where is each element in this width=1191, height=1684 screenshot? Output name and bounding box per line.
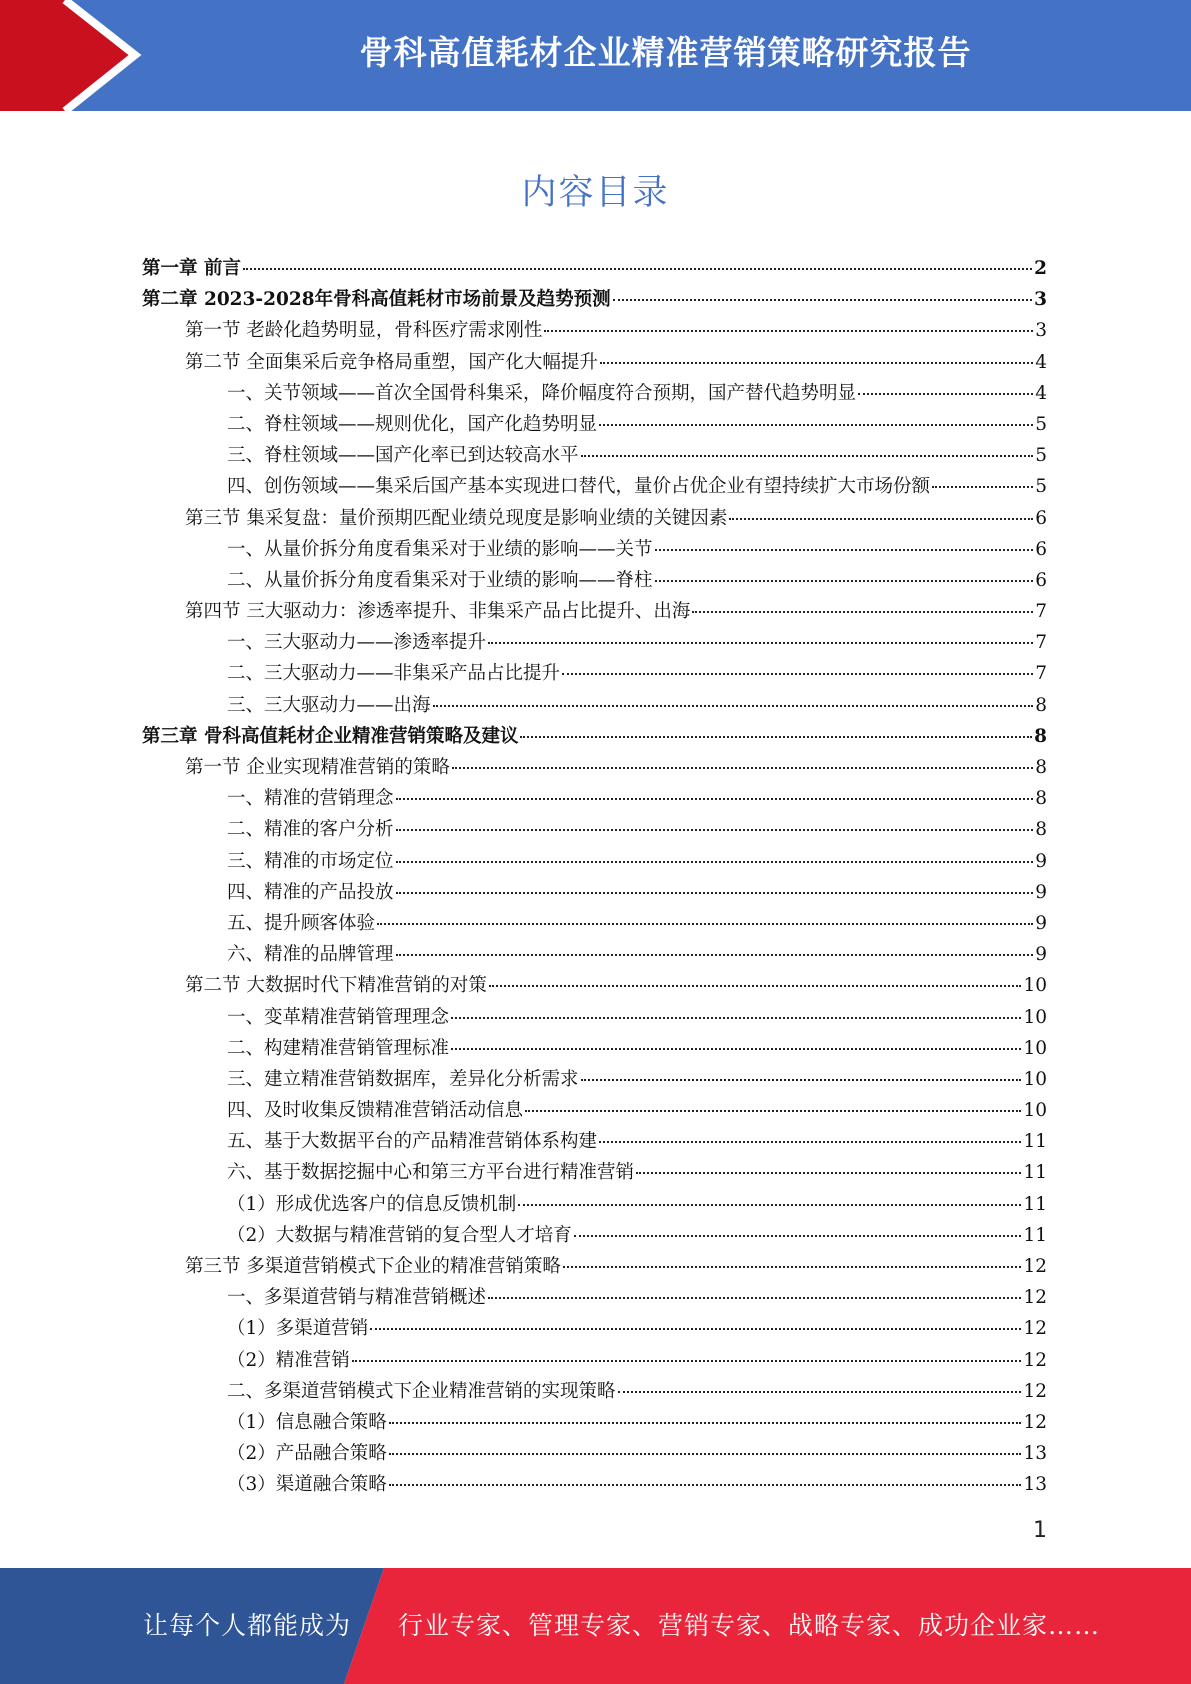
toc-entry[interactable] <box>142 348 1047 379</box>
toc-dot-leader <box>858 393 1033 395</box>
toc-entry-page: 10 <box>1023 975 1047 997</box>
toc-entry[interactable] <box>142 472 1047 503</box>
toc-entry-page: 11 <box>1023 1224 1047 1246</box>
toc-entry[interactable] <box>142 410 1047 441</box>
toc-entry[interactable] <box>142 379 1047 410</box>
toc-entry[interactable] <box>142 722 1047 753</box>
toc-entry[interactable] <box>142 1065 1047 1096</box>
header-arrow-decoration <box>0 0 160 111</box>
toc-entry-title: 一、变革精准营销管理理念 <box>227 1006 450 1028</box>
toc-dot-leader <box>370 1328 1021 1330</box>
toc-entry-page: 6 <box>1035 507 1047 529</box>
toc-entry-page: 12 <box>1023 1349 1047 1371</box>
toc-dot-leader <box>655 580 1034 582</box>
toc-entry-title: 第二章 2023-2028年骨科高值耗材市场前景及趋势预测 <box>142 289 611 311</box>
toc-dot-leader <box>613 299 1033 301</box>
toc-dot-leader <box>562 673 1033 675</box>
toc-entry-page: 5 <box>1035 476 1047 498</box>
toc-dot-leader <box>396 954 1034 956</box>
toc-entry-title: 第四节 三大驱动力：渗透率提升、非集采产品占比提升、出海 <box>185 601 691 623</box>
toc-entry-page: 5 <box>1035 413 1047 435</box>
toc-entry-title: 一、三大驱动力——渗透率提升 <box>227 632 487 654</box>
toc-entry-title: 五、提升顾客体验 <box>227 912 376 934</box>
toc-entry[interactable] <box>142 784 1047 815</box>
toc-dot-leader <box>599 1141 1021 1143</box>
toc-dot-leader <box>488 1297 1021 1299</box>
toc-entry-title: 六、基于数据挖掘中心和第三方平台进行精准营销 <box>227 1162 635 1184</box>
toc-dot-leader <box>692 611 1033 613</box>
toc-entry-page: 10 <box>1023 1068 1047 1090</box>
toc-entry[interactable] <box>142 628 1047 659</box>
toc-entry[interactable] <box>142 878 1047 909</box>
toc-entry-page: 12 <box>1023 1287 1047 1309</box>
toc-entry[interactable] <box>142 504 1047 535</box>
toc-entry-title: 一、从量价拆分角度看集采对于业绩的影响——关节 <box>227 538 653 560</box>
toc-entry[interactable] <box>142 1346 1047 1377</box>
toc-dot-leader <box>377 923 1033 925</box>
toc-dot-leader <box>520 736 1032 738</box>
toc-entry[interactable] <box>142 1408 1047 1439</box>
toc-entry-title: 第二节 大数据时代下精准营销的对策 <box>185 975 487 997</box>
toc-entry[interactable] <box>142 566 1047 597</box>
toc-entry-title: （2）产品融合策略 <box>227 1443 387 1465</box>
toc-entry-title: 二、构建精准营销管理标准 <box>227 1037 450 1059</box>
toc-dot-leader <box>618 1391 1022 1393</box>
toc-entry-title: 第一章 前言 <box>142 258 241 279</box>
toc-dot-leader <box>389 1453 1022 1455</box>
toc-entry-title: （2）精准营销 <box>227 1349 350 1371</box>
toc-entry[interactable] <box>142 316 1047 347</box>
toc-entry-page: 8 <box>1035 757 1047 778</box>
footer-band <box>0 1568 1191 1684</box>
toc-entry[interactable] <box>142 1221 1047 1252</box>
toc-entry-page: 9 <box>1035 850 1047 872</box>
toc-entry-page: 12 <box>1023 1380 1047 1402</box>
toc-dot-leader <box>574 1235 1022 1237</box>
toc-entry-page: 7 <box>1035 601 1047 623</box>
toc-entry-page: 2 <box>1034 258 1047 279</box>
toc-entry-title: （1）信息融合策略 <box>227 1411 387 1433</box>
toc-entry-page: 8 <box>1035 788 1047 810</box>
toc-entry[interactable] <box>142 597 1047 628</box>
toc-entry-page: 12 <box>1023 1256 1047 1277</box>
toc-entry[interactable] <box>142 1190 1047 1221</box>
toc-dot-leader <box>488 642 1033 644</box>
toc-entry-page: 8 <box>1034 725 1047 747</box>
toc-entry-title: 一、多渠道营销与精准营销概述 <box>227 1287 487 1309</box>
toc-entry[interactable] <box>142 1158 1047 1189</box>
toc-entry-title: 五、基于大数据平台的产品精准营销体系构建 <box>227 1131 598 1153</box>
toc-entry-title: 四、及时收集反馈精准营销活动信息 <box>227 1100 524 1122</box>
toc-entry-page: 4 <box>1035 351 1047 373</box>
toc-dot-leader <box>451 1048 1021 1050</box>
toc-entry-page: 9 <box>1035 944 1047 966</box>
toc-entry-title: （2）大数据与精准营销的复合型人才培育 <box>227 1224 572 1246</box>
footer-slogan-right: 行业专家、管理专家、营销专家、战略专家、成功企业家…… <box>398 1611 1101 1640</box>
toc-entry-page: 13 <box>1023 1443 1047 1465</box>
page-number: 1 <box>1033 1518 1047 1543</box>
toc-dot-leader <box>489 985 1022 987</box>
toc-entry[interactable] <box>142 1034 1047 1065</box>
toc-entry-page: 12 <box>1023 1318 1047 1340</box>
toc-dot-leader <box>599 424 1033 426</box>
toc-entry[interactable] <box>142 1127 1047 1158</box>
footer-slogan-left: 让每个人都能成为 <box>143 1611 352 1640</box>
toc-entry[interactable] <box>142 1470 1047 1501</box>
toc-entry-page: 11 <box>1023 1131 1047 1153</box>
toc-entry-title: 三、精准的市场定位 <box>227 850 394 872</box>
toc-entry-title: 二、从量价拆分角度看集采对于业绩的影响——脊柱 <box>227 569 653 591</box>
toc-entry-title: 四、精准的产品投放 <box>227 881 394 903</box>
toc-entry[interactable] <box>142 847 1047 878</box>
toc-entry[interactable] <box>142 1252 1047 1283</box>
toc-entry[interactable] <box>142 1096 1047 1127</box>
toc-entry[interactable] <box>142 691 1047 722</box>
toc-entry-page: 10 <box>1023 1037 1047 1059</box>
toc-entry[interactable] <box>142 940 1047 971</box>
toc-dot-leader <box>932 486 1033 488</box>
toc-entry-page: 9 <box>1035 881 1047 903</box>
toc-entry-title: 第三章 骨科高值耗材企业精准营销策略及建议 <box>142 725 519 747</box>
toc-entry-title: 第一节 企业实现精准营销的策略 <box>185 757 450 778</box>
toc-entry-title: （1）形成优选客户的信息反馈机制 <box>227 1193 517 1215</box>
toc-entry[interactable] <box>142 1439 1047 1470</box>
toc-entry-page: 5 <box>1035 445 1047 467</box>
toc-dot-leader <box>563 1266 1022 1268</box>
toc-dot-leader <box>525 1110 1021 1112</box>
toc-dot-leader <box>352 1360 1022 1362</box>
toc-entry-title: 第一节 老龄化趋势明显，骨科医疗需求刚性 <box>185 320 543 342</box>
toc-entry-title: 一、精准的营销理念 <box>227 788 394 810</box>
toc-entry-page: 11 <box>1023 1193 1047 1215</box>
toc-entry[interactable] <box>142 285 1047 316</box>
toc-entry-page: 10 <box>1023 1006 1047 1028</box>
toc-dot-leader <box>396 829 1034 831</box>
toc-entry-page: 7 <box>1035 632 1047 654</box>
toc-dot-leader <box>389 1422 1022 1424</box>
toc-dot-leader <box>518 1204 1021 1206</box>
toc-dot-leader <box>655 549 1034 551</box>
toc-entry-page: 8 <box>1035 819 1047 841</box>
toc-dot-leader <box>389 1484 1022 1486</box>
toc-dot-leader <box>581 1079 1022 1081</box>
toc-entry[interactable] <box>142 659 1047 690</box>
toc-entry-title: 二、精准的客户分析 <box>227 819 394 841</box>
toc-entry[interactable] <box>142 971 1047 1002</box>
toc-dot-leader <box>396 798 1034 800</box>
toc-entry-page: 13 <box>1023 1474 1047 1496</box>
toc-entry-page: 10 <box>1023 1100 1047 1122</box>
toc-entry-page: 6 <box>1035 569 1047 591</box>
toc-entry-page: 12 <box>1023 1411 1047 1433</box>
report-header-band <box>0 0 1191 111</box>
toc-dot-leader <box>544 330 1033 332</box>
toc-entry-page: 11 <box>1023 1162 1047 1184</box>
report-title: 骨科高值耗材企业精准营销策略研究报告 <box>359 33 972 72</box>
toc-entry-title: （3）渠道融合策略 <box>227 1474 387 1496</box>
toc-entry-title: 一、关节领域——首次全国骨科集采，降价幅度符合预期，国产替代趋势明显 <box>227 382 857 404</box>
toc-entry-title: （1）多渠道营销 <box>227 1318 369 1340</box>
toc-entry-page: 8 <box>1035 694 1047 716</box>
toc-entry-title: 六、精准的品牌管理 <box>227 944 394 966</box>
toc-entry-title: 二、多渠道营销模式下企业精准营销的实现策略 <box>227 1380 616 1402</box>
toc-dot-leader <box>396 861 1034 863</box>
toc-entry-title: 二、三大驱动力——非集采产品占比提升 <box>227 663 561 685</box>
toc-entry-title: 三、脊柱领域——国产化率已到达较高水平 <box>227 445 579 467</box>
toc-entry-title: 第三节 多渠道营销模式下企业的精准营销策略 <box>185 1256 561 1277</box>
toc-entry-title: 三、建立精准营销数据库，差异化分析需求 <box>227 1068 579 1090</box>
toc-dot-leader <box>243 268 1032 270</box>
toc-entry[interactable] <box>142 254 1047 285</box>
toc-dot-leader <box>396 892 1034 894</box>
toc-dot-leader <box>636 1172 1021 1174</box>
toc-entry-page: 9 <box>1035 912 1047 934</box>
toc-dot-leader <box>581 455 1034 457</box>
toc-entry[interactable] <box>142 1003 1047 1034</box>
toc-entry[interactable] <box>142 535 1047 566</box>
toc-entry[interactable] <box>142 909 1047 940</box>
toc-dot-leader <box>433 705 1034 707</box>
toc-dot-leader <box>451 1017 1021 1019</box>
toc-entry-page: 4 <box>1035 382 1047 404</box>
toc-entry-title: 第二节 全面集采后竞争格局重塑，国产化大幅提升 <box>185 351 598 373</box>
toc-dot-leader <box>600 362 1033 364</box>
toc-entry[interactable] <box>142 753 1047 784</box>
toc-dot-leader <box>729 518 1033 520</box>
toc-entry-page: 3 <box>1035 320 1047 342</box>
table-of-contents <box>142 254 1047 1502</box>
toc-entry[interactable] <box>142 1377 1047 1408</box>
toc-entry-page: 7 <box>1035 663 1047 685</box>
toc-entry-title: 第三节 集采复盘：量价预期匹配业绩兑现度是影响业绩的关键因素 <box>185 507 728 529</box>
toc-entry[interactable] <box>142 815 1047 846</box>
toc-entry[interactable] <box>142 441 1047 472</box>
toc-entry-page: 6 <box>1035 538 1047 560</box>
toc-dot-leader <box>452 767 1033 769</box>
toc-entry-title: 二、脊柱领域——规则优化，国产化趋势明显 <box>227 413 598 435</box>
toc-entry-page: 3 <box>1034 289 1047 311</box>
toc-heading: 内容目录 <box>521 173 670 213</box>
toc-entry[interactable] <box>142 1314 1047 1345</box>
toc-entry[interactable] <box>142 1283 1047 1314</box>
toc-entry-title: 四、创伤领域——集采后国产基本实现进口替代，量价占优企业有望持续扩大市场份额 <box>227 476 931 498</box>
toc-entry-title: 三、三大驱动力——出海 <box>227 694 431 716</box>
